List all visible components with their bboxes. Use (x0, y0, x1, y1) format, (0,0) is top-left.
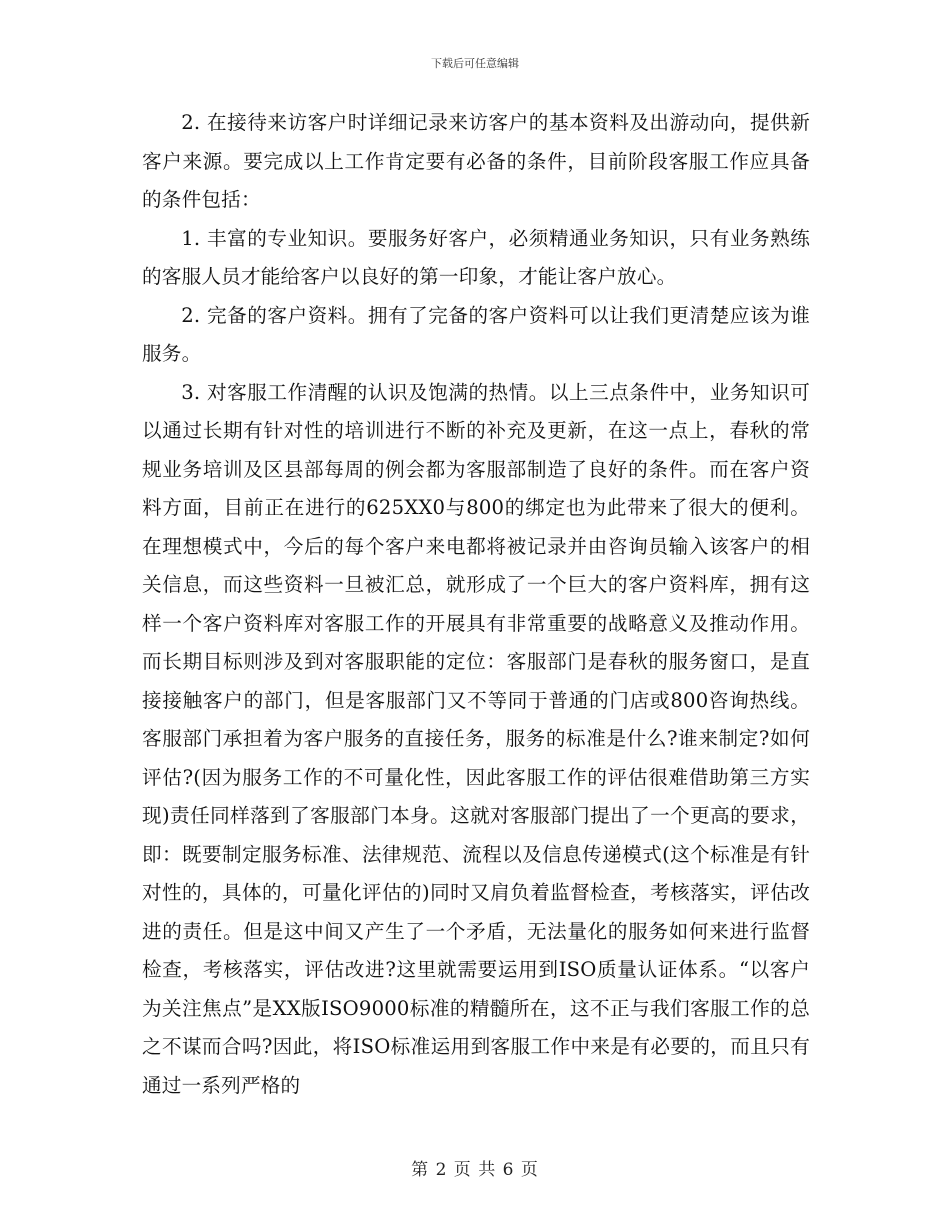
paragraph: 3. 对客服工作清醒的认识及饱满的热情。以上三点条件中，业务知识可以通过长期有针对性的培训进行不断的补充及更新，在这一点上，春秋的常规业务培训及区县部每周的例会都为客服部制造了良好的条件。而在客户资料方面，目前正在进行的625XX0与800的绑定也为此带来了很大的便利。在理想模式中，今后的每个客户来电都将被记录并由咨询员输入该客户的相关信息，而这些资料一旦被汇总，就形成了一个巨大的客户资料库，拥有这样一个客户资料库对客服工作的开展具有非常重要的战略意义及推动作用。而长期目标则涉及到对客服职能的定位：客服部门是春秋的服务窗口，是直接接触客户的部门，但是客服部门又不等同于普通的门店或800咨询热线。客服部门承担着为客户服务的直接任务，服务的标准是什么?谁来制定?如何评估?(因为服务工作的不可量化性，因此客服工作的评估很难借助第三方实现)责任同样落到了客服部门本身。这就对客服部门提出了一个更高的要求，即：既要制定服务标准、法律规范、流程以及信息传递模式(这个标准是有针对性的，具体的，可量化评估的)同时又肩负着监督检查，考核落实，评估改进的责任。但是这中间又产生了一个矛盾，无法量化的服务如何来进行监督检查，考核落实，评估改进?这里就需要运用到ISO质量认证体系。“以客户为关注焦点”是XX版ISO9000标准的精髓所在，这不正与我们客服工作的总之不谋而合吗?因此，将ISO标准运用到客服工作中来是有必要的，而且只有通过一系列严格的 (142, 380, 810, 1097)
paragraph: 2. 完备的客户资料。拥有了完备的客户资料可以让我们更清楚应该为谁服务。 (142, 303, 810, 365)
paragraph: 2. 在接待来访客户时详细记录来访客户的基本资料及出游动向，提供新客户来源。要完成以上工作肯定要有必备的条件，目前阶段客服工作应具备的条件包括： (142, 111, 810, 211)
page-header-note: 下载后可任意编辑 (431, 57, 519, 70)
page-number-footer: 第 2 页 共 6 页 (411, 1160, 539, 1180)
paragraph: 1. 丰富的专业知识。要服务好客户，必须精通业务知识，只有业务熟练的客服人员才能给客户以良好的第一印象，才能让客户放心。 (142, 226, 810, 288)
document-body (142, 104, 810, 1105)
